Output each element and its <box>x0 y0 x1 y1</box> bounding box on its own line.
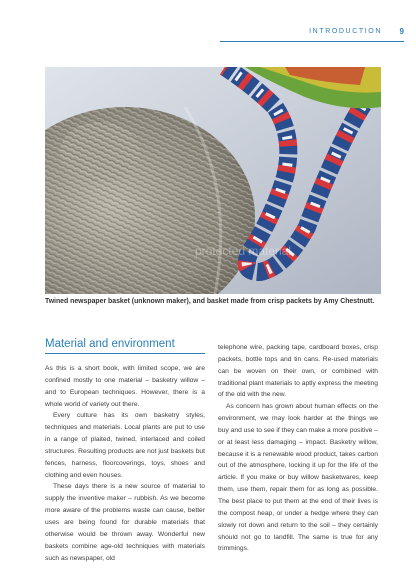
page-number: 9 <box>399 27 404 36</box>
header-rule <box>220 41 404 42</box>
running-head-section: INTRODUCTION <box>309 28 382 35</box>
paragraph: As this is a short book, with limited scope, we are confined mostly to one material – basketry willow – and to European techniques. However, there is a whole world of variety out there. <box>45 365 205 408</box>
basket-photograph <box>45 67 381 294</box>
right-column <box>218 342 378 555</box>
basket-photo-illustration <box>45 67 381 294</box>
heading-rule <box>45 353 205 354</box>
running-head <box>220 27 404 43</box>
left-column <box>45 363 205 564</box>
paragraph: As concern has grown about human effects on the environment, we may look harder at the things we buy and use to see if they can make a more positive – or at least less damaging – impact. Basketry willow, because it is a renewable wood product, takes carbon out of the atmosphere, locking it up for the life of the article. If you make or buy willow basketwares, keep them, use them, repair them for as long as possible. The best place to put them at the end of their lives is the compost heap, or under a hedge where they can slowly rot down and return to the soil – they certainly should not go to landfill. The same is true for any trimmings. <box>218 403 378 553</box>
paragraph: Every culture has its own basketry styles, techniques and materials. Local plants are put to use in a range of plaited, twined, interlaced and coiled structures. Resulting products are not just baskets but fences, harness, floorcoverings, toys, shoes and clothing and even houses. <box>45 412 205 479</box>
paragraph: telephone wire, packing tape, cardboard boxes, crisp packets, bottle tops and tin cans. Re-used materials can be woven on their own, or combined with traditional plant materials to aptly express the meeting of the old with the new. <box>218 344 378 399</box>
section-heading: Material and environment <box>45 338 175 350</box>
paragraph: These days there is a new source of material to supply the inventive maker – rubbish. As we become more aware of the problems waste can cause, better uses are being found for durable materials that otherwise would be thrown away. Wonderful new baskets combine age-old techniques with materials such as newspaper, old <box>45 483 205 562</box>
figure-caption: Twined newspaper basket (unknown maker), and basket made from crisp packets by Amy Chestnutt. <box>45 298 375 305</box>
photo-watermark: protected material <box>195 244 292 258</box>
